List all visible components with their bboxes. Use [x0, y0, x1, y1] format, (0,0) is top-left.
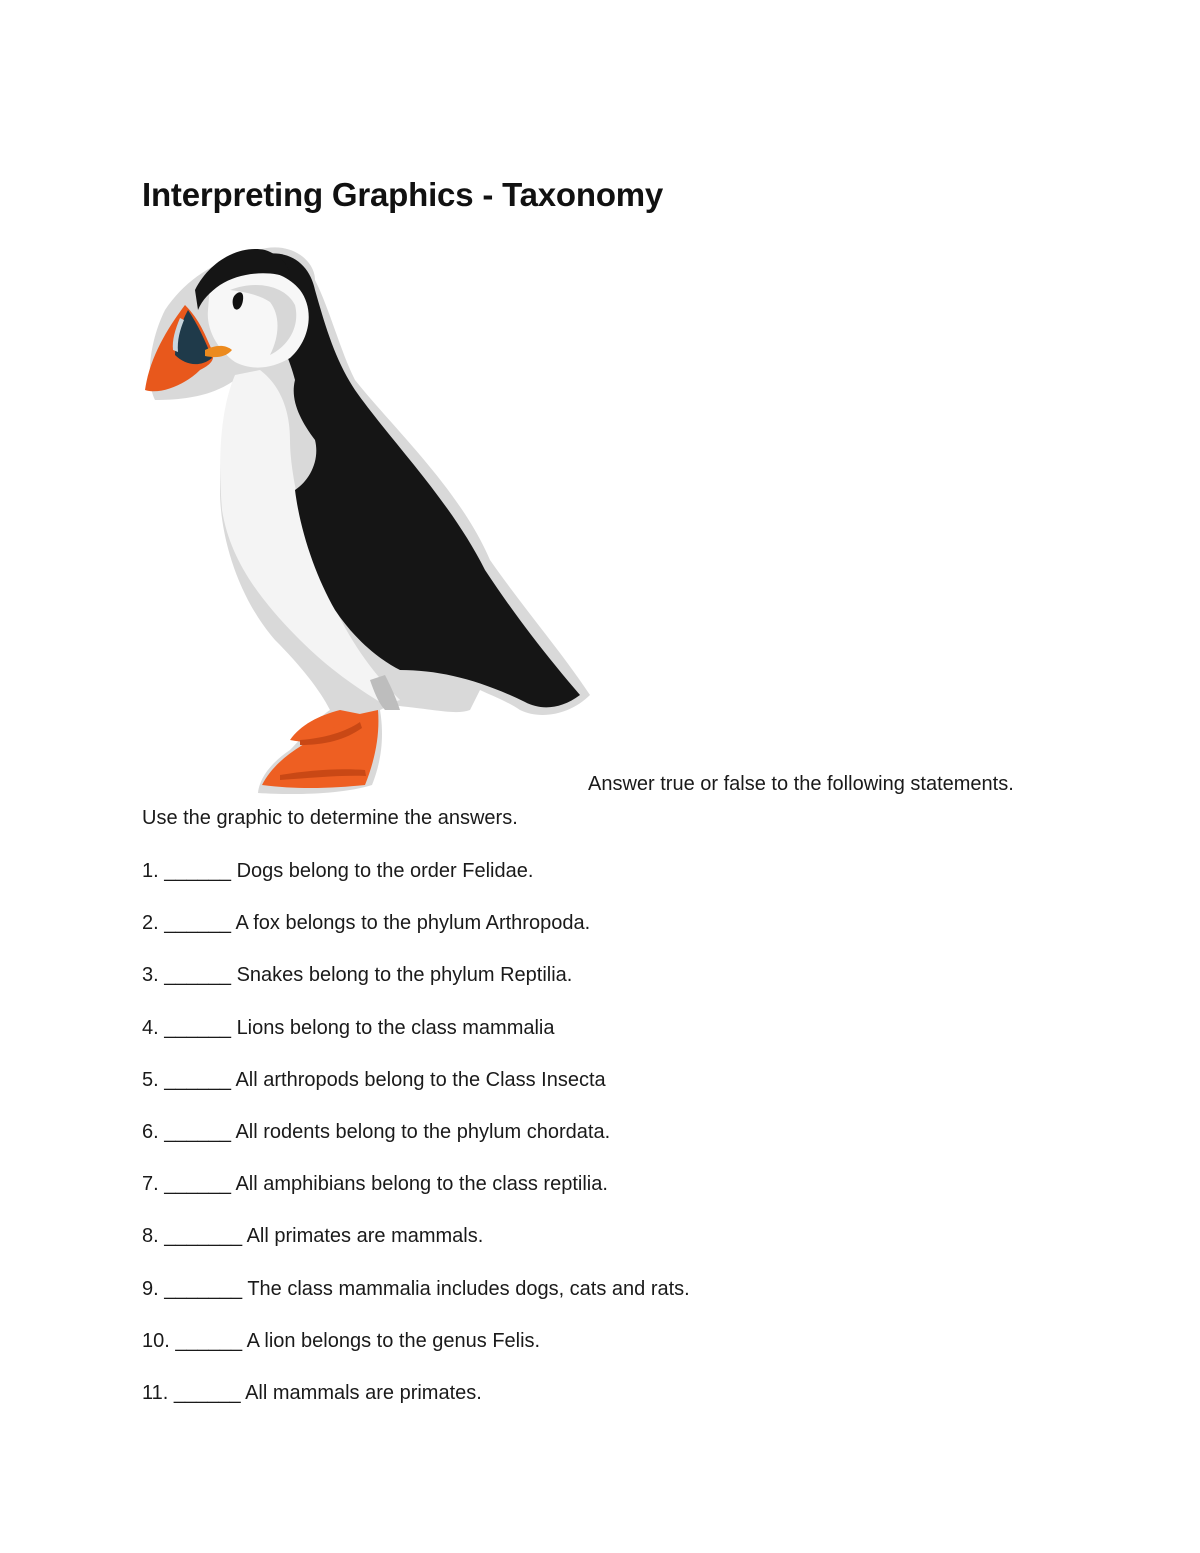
- question-list: [142, 859, 690, 1433]
- answer-blank[interactable]: ______: [164, 1016, 231, 1039]
- list-item: [142, 1172, 690, 1224]
- question-number: 4.: [142, 1016, 159, 1039]
- question-text: The class mammalia includes dogs, cats and rats.: [247, 1277, 690, 1300]
- answer-blank[interactable]: _______: [164, 1225, 243, 1248]
- question-number: 3.: [142, 964, 159, 987]
- list-item: [142, 1016, 690, 1068]
- question-text: Snakes belong to the phylum Reptilia.: [236, 964, 573, 987]
- question-number: 10.: [142, 1329, 170, 1352]
- question-text: All mammals are primates.: [245, 1381, 482, 1404]
- answer-blank[interactable]: ______: [164, 912, 231, 935]
- answer-blank[interactable]: ______: [164, 860, 231, 882]
- answer-blank[interactable]: ______: [173, 1381, 241, 1404]
- list-item: [142, 911, 690, 963]
- question-number: 7.: [142, 1173, 159, 1196]
- question-text: Lions belong to the class mammalia: [236, 1016, 555, 1039]
- list-item: [142, 1329, 690, 1381]
- list-item: [142, 1277, 690, 1329]
- question-number: 8.: [142, 1225, 159, 1248]
- list-item: [142, 1120, 690, 1172]
- answer-blank[interactable]: ______: [164, 1068, 231, 1091]
- instructions-line-1: Answer true or false to the following statements.: [588, 773, 1014, 795]
- answer-blank[interactable]: ______: [175, 1329, 243, 1352]
- question-number: 6.: [142, 1120, 159, 1143]
- question-number: 2.: [142, 912, 159, 935]
- list-item: [142, 859, 690, 911]
- answer-blank[interactable]: ______: [164, 1173, 231, 1196]
- answer-blank[interactable]: ______: [164, 964, 231, 987]
- list-item: [142, 1224, 690, 1276]
- question-text: All amphibians belong to the class reptilia.: [235, 1173, 608, 1196]
- question-text: A lion belongs to the genus Felis.: [246, 1329, 541, 1352]
- question-text: Dogs belong to the order Felidae.: [236, 860, 534, 882]
- question-number: 9.: [142, 1277, 159, 1300]
- instructions-line-2: Use the graphic to determine the answers.: [142, 807, 518, 829]
- question-number: 1.: [142, 860, 159, 882]
- answer-blank[interactable]: _______: [164, 1277, 243, 1300]
- answer-blank[interactable]: ______: [164, 1120, 231, 1143]
- list-item: [142, 963, 690, 1015]
- puffin-icon: [140, 240, 595, 795]
- page-title: Interpreting Graphics - Taxonomy: [142, 176, 664, 213]
- question-text: All rodents belong to the phylum chordata.: [235, 1120, 611, 1143]
- list-item: [142, 1068, 690, 1120]
- question-number: 11.: [142, 1381, 169, 1404]
- question-text: All arthropods belong to the Class Insecta: [235, 1068, 606, 1091]
- question-number: 5.: [142, 1068, 159, 1091]
- question-text: All primates are mammals.: [246, 1225, 484, 1248]
- list-item: [142, 1381, 690, 1433]
- question-text: A fox belongs to the phylum Arthropoda.: [235, 912, 591, 935]
